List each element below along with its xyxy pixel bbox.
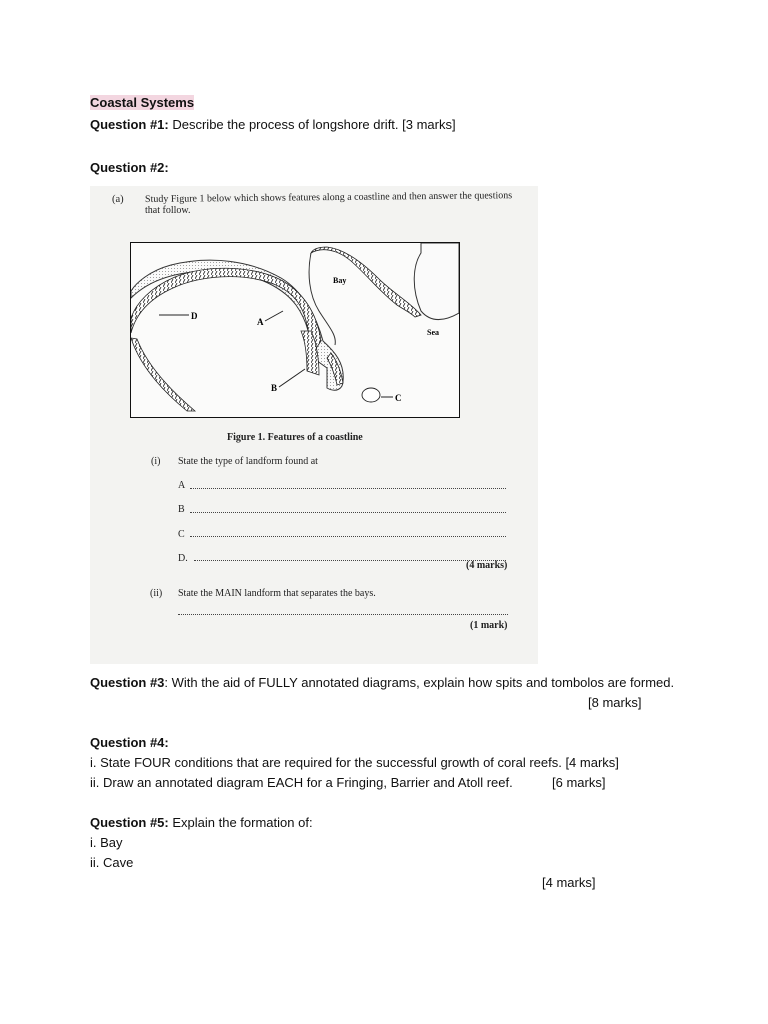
coastline-diagram (131, 243, 459, 417)
question-5-label: Question #5: (90, 815, 169, 830)
answer-label-c: C (178, 529, 185, 540)
question-5-marks: [4 marks] (542, 875, 596, 890)
answer-label-b: B (178, 504, 185, 515)
answer-line-b (190, 512, 506, 513)
question-3-marks: [8 marks] (588, 695, 642, 710)
part-label: (a) (112, 194, 124, 205)
question-2-label: Question #2: (90, 160, 169, 175)
question-4-part-2: ii. Draw an annotated diagram EACH for a Fringing, Barrier and Atoll reef. (90, 775, 513, 790)
answer-line-a (190, 488, 506, 489)
figure-caption: Figure 1. Features of a coastline (227, 432, 363, 443)
sub-question-1-number: (i) (151, 456, 161, 467)
sub-question-1-marks: (4 marks) (466, 560, 508, 571)
question-4-part-1: i. State FOUR conditions that are required for the successful growth of coral reefs. [4 marks] (90, 755, 619, 770)
question-4-label: Question #4: (90, 735, 169, 750)
sub-question-2-number: (ii) (150, 588, 163, 599)
label-c: C (395, 393, 402, 403)
question-1-label: Question #1: (90, 117, 169, 132)
sub-question-1-text: State the type of landform found at (178, 456, 318, 467)
label-d: D (191, 311, 198, 321)
question-3-text: : With the aid of FULLY annotated diagrams, explain how spits and tombolos are formed. (164, 675, 675, 690)
coastline-figure (130, 242, 460, 418)
intro-line-2: that follow. (145, 205, 191, 216)
question-5 (90, 815, 313, 831)
answer-label-a: A (178, 480, 186, 491)
scanned-exam-excerpt (90, 186, 538, 664)
question-5-text: Explain the formation of: (168, 815, 313, 830)
question-5-item-bay: i. Bay (90, 835, 123, 850)
answer-line-d (194, 560, 506, 561)
intro-line-1: Study Figure 1 below which shows features along a coastline and then answer the questions (144, 190, 513, 205)
label-b: B (271, 383, 278, 393)
heading-text: Coastal Systems (90, 95, 195, 110)
label-a: A (257, 317, 264, 327)
section-heading (90, 95, 194, 111)
answer-line-c (190, 536, 506, 537)
question-1-text: Describe the process of longshore drift. [3 marks] (168, 117, 456, 132)
label-bay: Bay (333, 276, 347, 285)
question-3 (90, 675, 674, 691)
label-sea: Sea (427, 328, 439, 337)
question-5-item-cave: ii. Cave (90, 855, 134, 870)
answer-label-d: D. (178, 553, 188, 564)
sub-question-2-text: State the MAIN landform that separates the bays. (178, 588, 376, 599)
answer-line-main-landform (178, 614, 508, 615)
sub-question-2-marks: (1 mark) (470, 620, 508, 631)
question-4-part-2-marks: [6 marks] (552, 775, 606, 790)
question-1 (90, 117, 456, 133)
question-3-label: Question #3 (90, 675, 165, 690)
